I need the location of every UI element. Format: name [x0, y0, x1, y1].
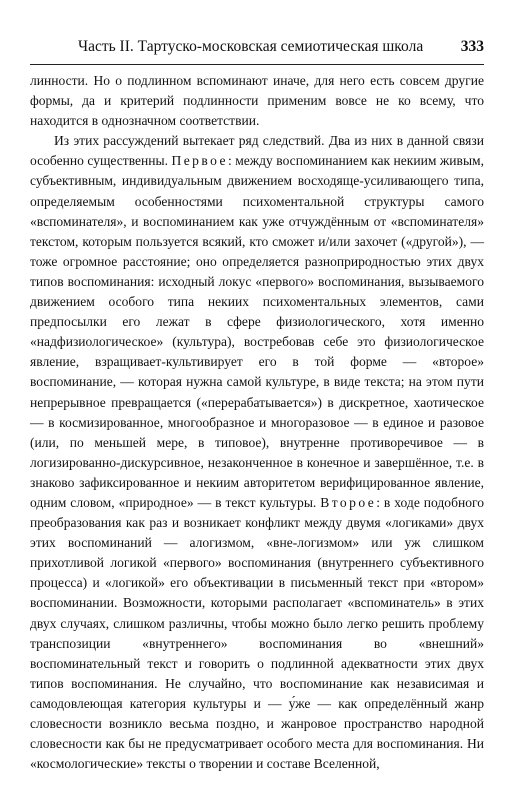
running-head — [30, 36, 484, 58]
emphasis-first: Первое — [171, 153, 228, 169]
text-segment: : между воспоминанием как некиим живым, субъективным, индивидуальным движением восходяще-усиливающего типа, определяемым особенностями психоментальной структуры самого «вспоминателя», и воспоминанием как уже отчуждённым от «вспоминателя» текстом, которым пользуется всякий, кто сможет и/или захочет («другой»), — тоже огромное расстояние; оно определяется разноприродностью этих двух типов воспоминания: исходный локус «первого» воспоминания, вызываемого движением особого типа некиих психоментальных элементов, сами предпосылки его лежат в сфере физиологического, хотя именно «надфизиологическое» (культура), востребовав себе это физиологическое явление, взращивает-культивирует его в той форме — «второе» воспоминание, — которая нужна самой культуре, в виде текста; на этом пути непрерывное превращается («перерабатывается») в дискретное, хаотическое — в космизированное, многообразное и многоразовое — в единое и разовое (или, по меньшей мере, в типовое), внутренне противоречивое — в логизированно-дискурсивное, незаконченное в конечное и завершённое, т.е. в знаково зафиксированное и некиим авторитетом верифицированное явление, одним словом, «природное» — в текст культуры. — [30, 153, 485, 510]
header-rule — [30, 64, 484, 65]
text-segment: линности. Но о подлинном вспоминают иначе, для него есть совсем другие формы, да и критерий подлинности применим вовсе не ко всему, что находится в однозначном соответствии. — [30, 73, 484, 129]
running-title: Часть II. Тартуско-московская семиотическая школа — [78, 38, 424, 55]
emphasis-second: Второе — [320, 494, 377, 510]
paragraph-2 — [30, 131, 484, 774]
text-segment: Из этих рассуждений вытекает ряд следствий. Два из них в данной связи особенно существенны. — [30, 133, 484, 169]
body-text — [30, 71, 484, 774]
paragraph-1 — [30, 71, 484, 131]
text-segment: : в ходе подобного преобразования как раз и возникает конфликт между двумя «логиками» двух этих воспоминаний — алогизмом, «вне-логизмом» или уж слишком прихотливой логикой «первого» воспоминания (внутреннего субъективного процесса) и «логикой» его объективации в письменный текст при «втором» воспоминании. Возможности, которыми располагает «вспоминатель» в этих двух случаях, слишком различны, чтобы можно было легко решить проблему транспозиции «внутреннего» воспоминания во «внешний» воспоминательный текст и говорить о подлинной адекватности этих двух типов воспоминания. Не случайно, что воспоминание как независимая и самодовлеющая категория культуры и — у́же — как определённый жанр словесности возникло весьма поздно, и жанровое пространство народной словесности как бы не предусматривает особого места для воспоминания. Ни «космологические» тексты о творении и составе Вселенной, — [30, 494, 484, 772]
page-number: 333 — [460, 38, 484, 55]
